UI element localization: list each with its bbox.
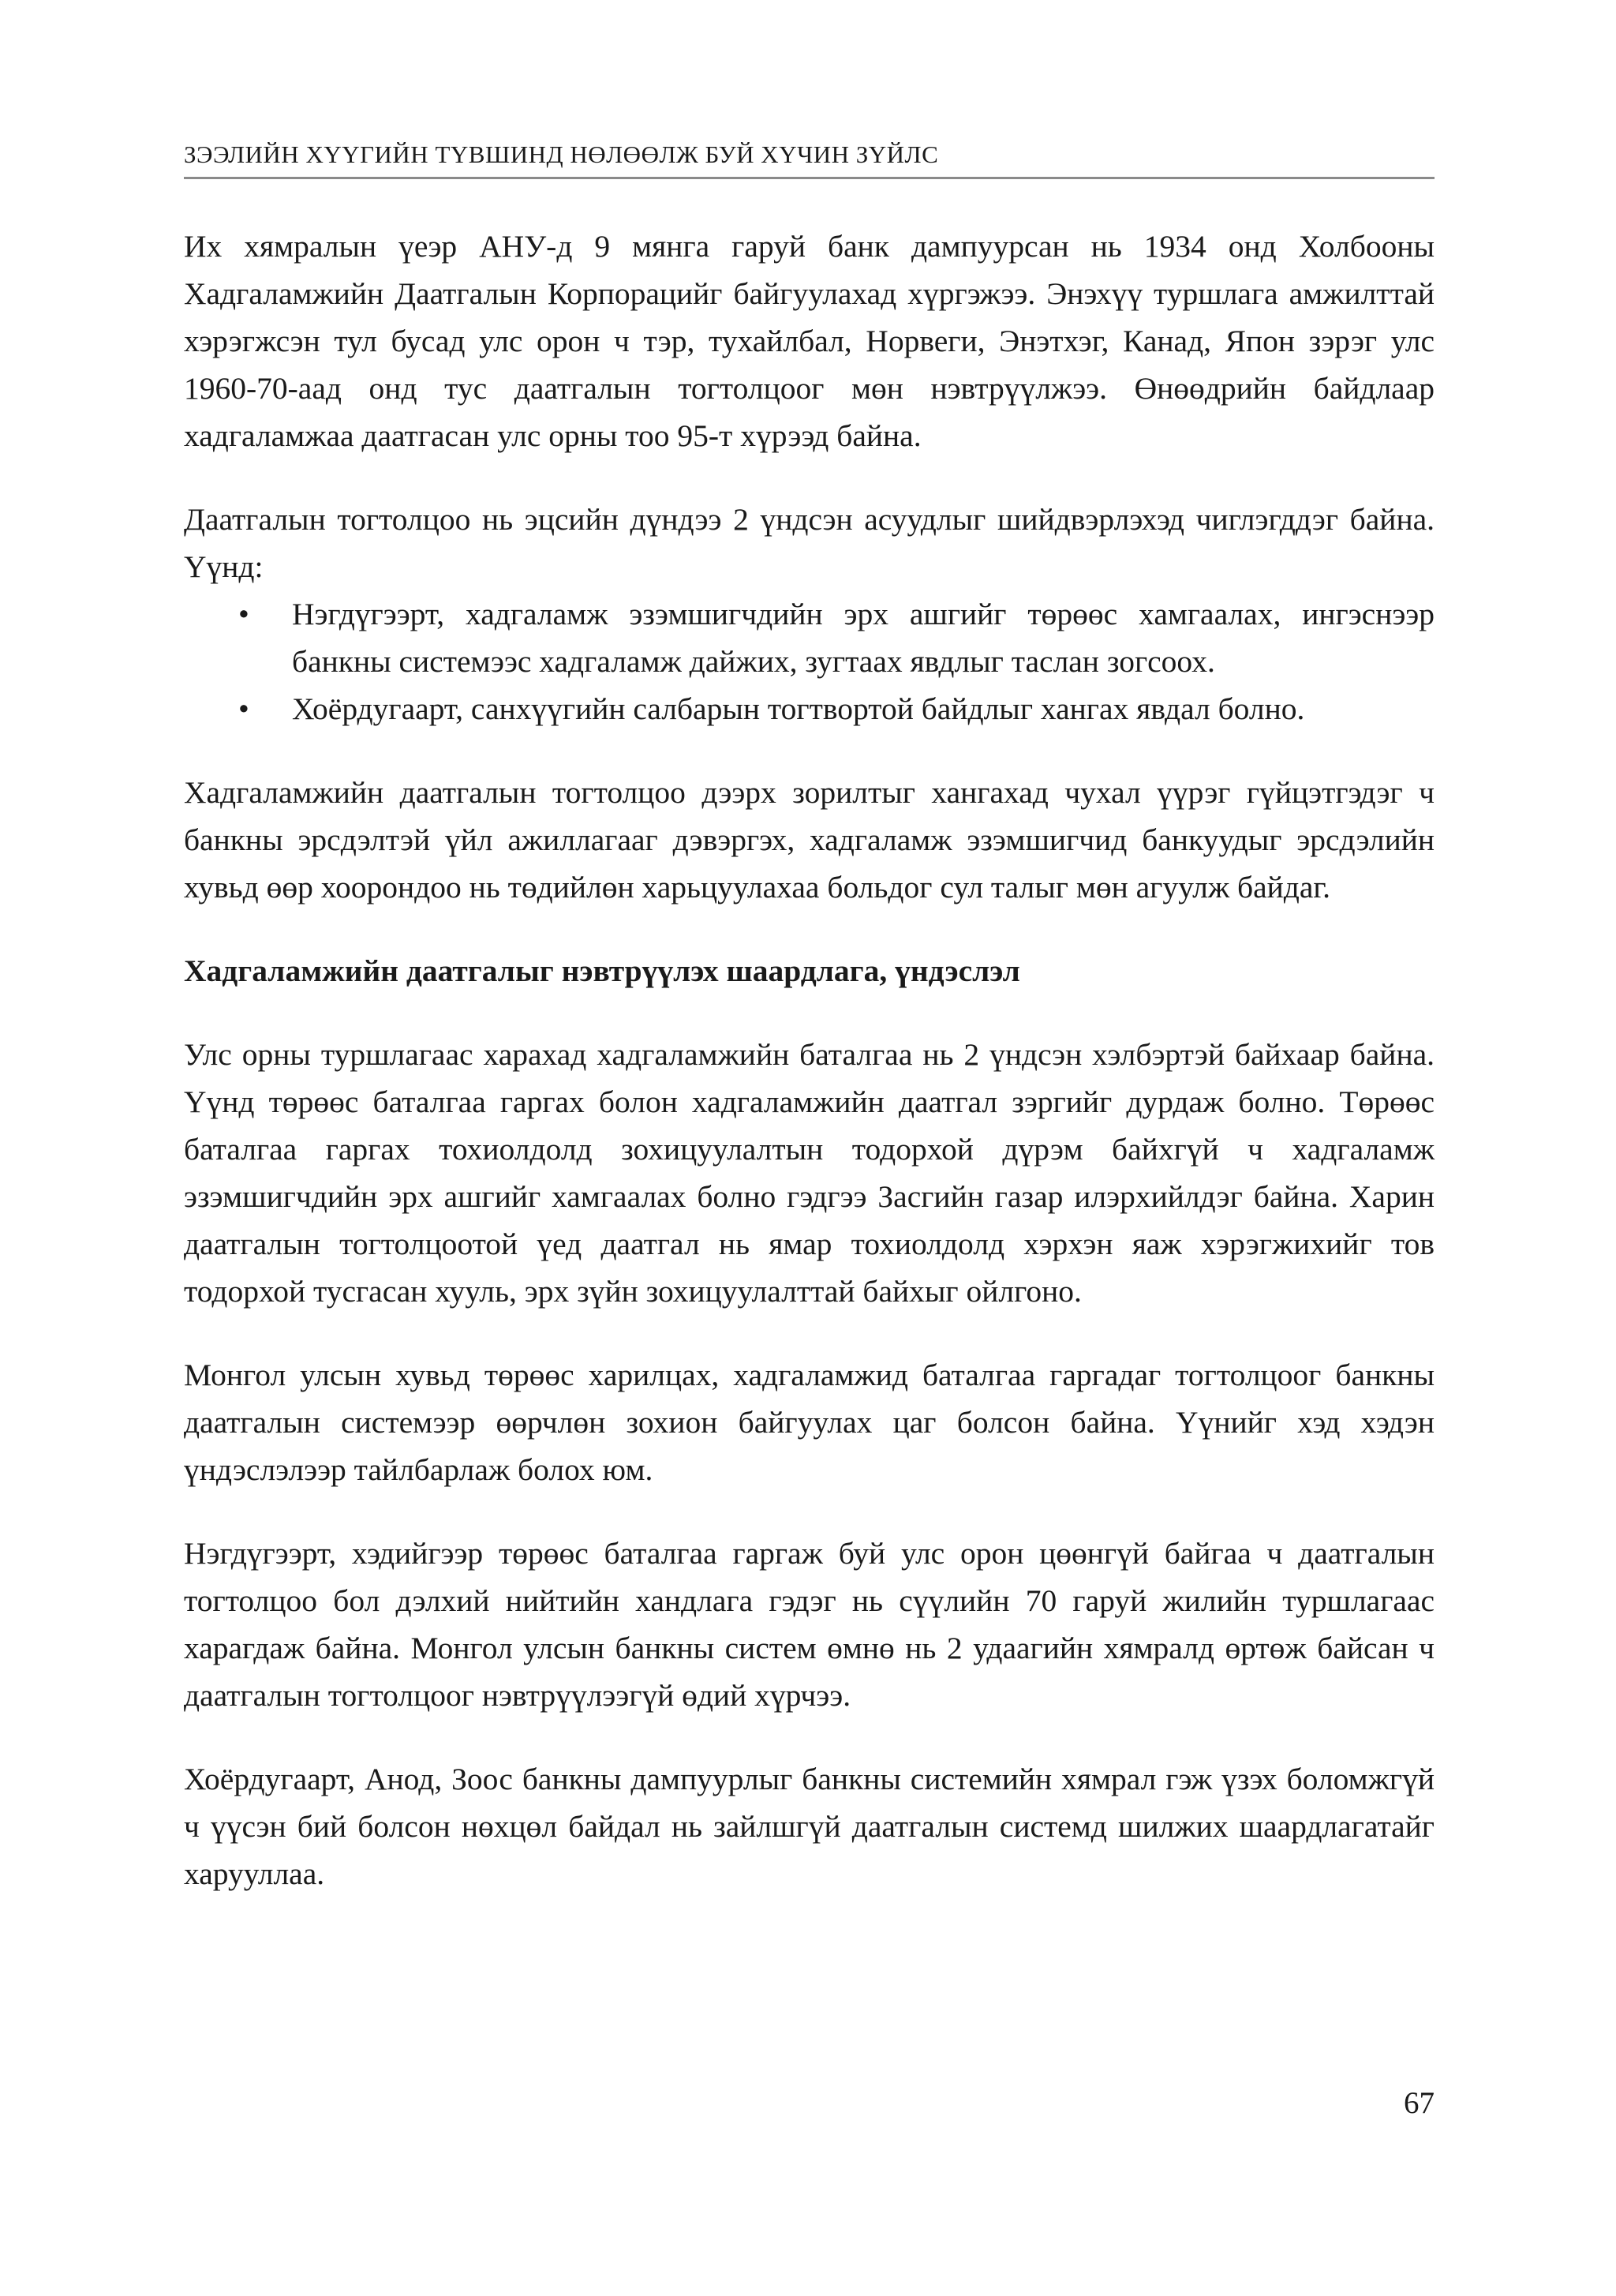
paragraph-guarantee-forms: Улс орны туршлагаас харахад хадгаламжийн баталгаа нь 2 үндсэн хэлбэртэй байхаар байна. Үүнд төрөөс баталгаа гаргах болон хадгаламжийн даатгал зэргийг дурдаж болно. Төрөөс баталгаа гаргах тохиолдолд зохицуулалтын тодорхой дүрэм байхгүй ч хадгаламж эзэмшигчдийн эрх ашгийг хамгаалах болно гэдгээ Засгийн газар илэрхийлдэг байна. Харин даатгалын тогтолцоотой үед даатгал нь ямар тохиолдолд хэрхэн яаж хэрэгжихийг тов тодорхой тусгасан хууль, эрх зүйн зохицуулалттай байхыг ойлгоно. [184,1037,1435,1309]
paragraph-insurance-drawbacks: Хадгаламжийн даатгалын тогтолцоо дээрх зорилтыг хангахад чухал үүрэг гүйцэтгэдэг ч банкны эрсдэлтэй үйл ажиллагааг дэвэргэх, хадгаламж эзэмшигчид банкуудыг эрсдэлийн хувьд өөр хоорондоо нь төдийлөн харьцуулахаа больдог сул талыг мөн агуулж байдаг. [184,775,1435,905]
paragraph-first-reason: Нэгдүгээрт, хэдийгээр төрөөс баталгаа гаргаж буй улс орон цөөнгүй байгаа ч даатгалын тогтолцоо бол дэлхий нийтийн хандлага гэдэг нь сүүлийн 70 гаруй жилийн туршлагаас харагдаж байна. Монгол улсын банкны систем өмнө нь 2 удаагийн хямралд өртөж байсан ч даатгалын тогтолцоог нэвтрүүлээгүй өдий хүрчээ. [184,1536,1435,1713]
paragraph-mongolia-case: Монгол улсын хувьд төрөөс харилцах, хадгаламжид баталгаа гаргадаг тогтолцоог банкны даатгалын системээр өөрчлөн зохион байгуулах цаг болсон байна. Үүнийг хэд хэдэн үндэслэлээр тайлбарлаж болох юм. [184,1358,1435,1487]
section-heading: Хадгаламжийн даатгалыг нэвтрүүлэх шаардлага, үндэслэл [184,953,1020,988]
page-body [184,223,1435,1934]
running-header: ЗЭЭЛИЙН ХҮҮГИЙН ТҮВШИНД НӨЛӨӨЛЖ БУЙ ХҮЧИН ЗҮЙЛС [184,140,939,168]
paragraph-great-depression: Их хямралын үеэр АНУ-д 9 мянга гаруй банк дампуурсан нь 1934 онд Холбооны Хадгаламжийн Даатгалын Корпорацийг байгуулахад хүргэжээ. Энэхүү туршлага амжилттай хэрэгжсэн тул бусад улс орон ч тэр, тухайлбал, Норвеги, Энэтхэг, Канад, Япон зэрэг улс 1960-70-аад онд тус даатгалын тогтолцоог мөн нэвтрүүлжээ. Өнөөдрийн байдлаар хадгаламжаа даатгасан улс орны тоо 95-т хүрээд байна. [184,229,1435,453]
bullet-icon: • [238,597,249,631]
bullet-icon: • [238,691,249,726]
paragraph-second-reason: Хоёрдугаарт, Анод, Зоос банкны дампуурлыг банкны системийн хямрал гэж үзэх боломжгүй ч үүсэн бий болсон нөхцөл байдал нь зайлшгүй даатгалын системд шилжих шаардлагатайг харууллаа. [184,1762,1435,1891]
goals-list [184,590,1435,732]
list-item-text: Хоёрдугаарт, санхүүгийн салбарын тогтвортой байдлыг хангах явдал болно. [292,691,1305,726]
list-item [184,590,1435,685]
list-item-text: Нэгдүгээрт, хадгаламж эзэмшигчдийн эрх ашгийг төрөөс хамгаалах, ингэснээр банкны системээс хадгаламж дайжих, зугтаах явдлыг таслан зогсоох. [292,597,1435,679]
page-number: 67 [1404,2086,1435,2120]
paragraph-insurance-goals: Даатгалын тогтолцоо нь эцсийн дүндээ 2 үндсэн асуудлыг шийдвэрлэхэд чиглэгддэг байна. Үүнд: [184,502,1435,584]
list-item [184,685,1435,732]
header-rule [184,177,1435,179]
